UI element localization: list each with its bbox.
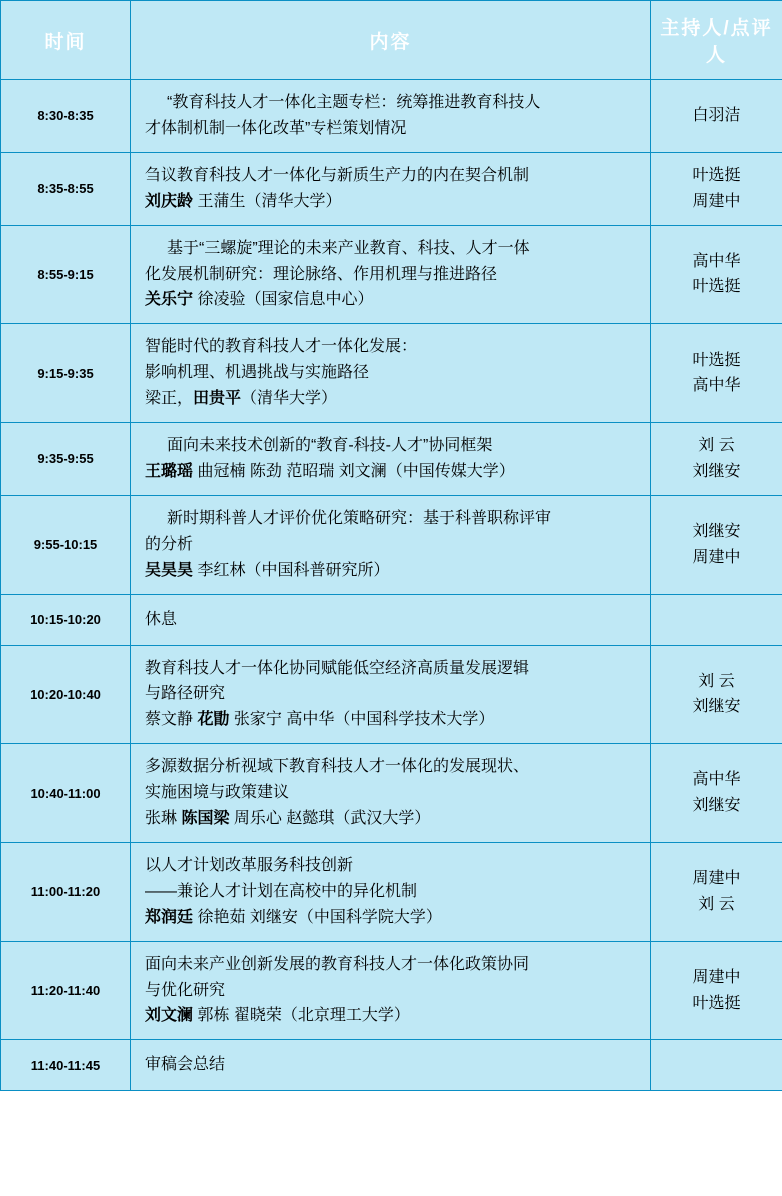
session-time: 8:55-9:15 (1, 225, 131, 324)
session-content (131, 842, 651, 941)
content-text: 张家宁 高中华（中国科学技术大学） (229, 711, 495, 729)
content-text: 徐凌验（国家信息中心） (193, 291, 374, 309)
host-name: 叶选挺 (692, 278, 741, 296)
session-host (651, 495, 782, 594)
presenter-name: 刘庆龄 (145, 192, 194, 210)
session-time: 11:00-11:20 (1, 842, 131, 941)
content-text: 新时期科普人才评价优化策略研究：基于科普职称评审 (167, 509, 552, 527)
host-name: 叶选挺 (692, 351, 741, 369)
content-line (145, 1003, 638, 1029)
host-name: 叶选挺 (692, 994, 741, 1012)
session-host (651, 225, 782, 324)
session-time: 8:30-8:35 (1, 80, 131, 153)
host-name: 周建中 (692, 192, 741, 210)
content-line (145, 754, 638, 780)
content-text: 教育科技人才一体化协同赋能低空经济高质量发展逻辑 (145, 659, 530, 677)
content-text: 与路径研究 (145, 685, 226, 703)
session-time: 9:55-10:15 (1, 495, 131, 594)
content-line (145, 978, 638, 1004)
content-line (145, 656, 638, 682)
host-name: 刘继安 (692, 462, 741, 480)
presenter-name: 花勖 (197, 711, 230, 729)
content-text: 张琳 (145, 810, 182, 828)
session-content (131, 1040, 651, 1091)
host-name: 白羽洁 (692, 107, 741, 125)
session-content (131, 225, 651, 324)
content-line (145, 681, 638, 707)
content-text: 休息 (145, 610, 178, 628)
content-text: 蔡文静 (145, 711, 198, 729)
content-text: ——兼论人才计划在高校中的异化机制 (145, 882, 418, 900)
session-content (131, 324, 651, 423)
content-text: 面向未来产业创新发展的教育科技人才一体化政策协同 (145, 955, 530, 973)
content-line (145, 262, 638, 288)
presenter-name: 刘文澜 (145, 1007, 194, 1025)
table-row (1, 744, 782, 843)
session-host (651, 744, 782, 843)
content-text: 梁正， (145, 390, 194, 408)
session-time: 11:20-11:40 (1, 941, 131, 1040)
content-line (145, 806, 638, 832)
content-line (145, 287, 638, 313)
table-row (1, 225, 782, 324)
presenter-name: 田贵平 (193, 390, 242, 408)
host-name: 高中华 (692, 252, 741, 270)
table-row (1, 80, 782, 153)
table-row (1, 1040, 782, 1091)
session-content (131, 152, 651, 225)
content-text: 才体制机制一体化改革”专栏策划情况 (145, 119, 407, 137)
content-text: 徐艳茹 刘继安（中国科学院大学） (193, 908, 442, 926)
session-host (651, 941, 782, 1040)
session-time: 8:35-8:55 (1, 152, 131, 225)
content-text: 曲冠楠 陈劲 范昭瑞 刘文澜（中国传媒大学） (193, 462, 515, 480)
host-name: 刘继安 (692, 698, 741, 716)
header-row (1, 1, 782, 80)
content-line (145, 433, 638, 459)
content-line (145, 163, 638, 189)
session-time: 9:35-9:55 (1, 423, 131, 496)
host-name: 刘继安 (692, 523, 741, 541)
content-text: 王蒲生（清华大学） (193, 192, 342, 210)
content-line (145, 90, 638, 116)
content-line (145, 1052, 638, 1078)
content-text: 基于“三螺旋”理论的未来产业教育、科技、人才一体 (167, 239, 530, 257)
content-text: 面向未来技术创新的“教育-科技-人才”协同框架 (167, 437, 493, 455)
content-text: 郭栋 翟晓荣（北京理工大学） (193, 1007, 410, 1025)
presenter-name: 吴昊昊 (145, 561, 194, 579)
content-text: 多源数据分析视域下教育科技人才一体化的发展现状、 (145, 758, 530, 776)
content-text: 审稿会总结 (145, 1056, 226, 1074)
content-line (145, 459, 638, 485)
content-line (145, 607, 638, 633)
host-name: 周建中 (692, 870, 741, 888)
session-host (651, 152, 782, 225)
content-text: 实施困境与政策建议 (145, 784, 290, 802)
session-host (651, 423, 782, 496)
session-content (131, 594, 651, 645)
session-content (131, 495, 651, 594)
session-time: 10:40-11:00 (1, 744, 131, 843)
content-text: 周乐心 赵懿琪（武汉大学） (229, 810, 431, 828)
table-row (1, 324, 782, 423)
host-name: 刘继安 (692, 797, 741, 815)
session-time: 10:15-10:20 (1, 594, 131, 645)
content-line (145, 879, 638, 905)
content-line (145, 905, 638, 931)
content-text: （清华大学） (241, 390, 338, 408)
content-text: 刍议教育科技人才一体化与新质生产力的内在契合机制 (145, 166, 530, 184)
content-text: 与优化研究 (145, 981, 226, 999)
content-line (145, 707, 638, 733)
content-text: 以人才计划改革服务科技创新 (145, 856, 354, 874)
presenter-name: 郑润廷 (145, 908, 194, 926)
content-line (145, 853, 638, 879)
host-name: 刘 云 (698, 437, 735, 455)
content-line (145, 236, 638, 262)
table-row (1, 941, 782, 1040)
content-line (145, 558, 638, 584)
session-host (651, 594, 782, 645)
session-content (131, 941, 651, 1040)
column-header-time: 时间 (1, 1, 131, 80)
session-time: 11:40-11:45 (1, 1040, 131, 1091)
session-host (651, 842, 782, 941)
session-content (131, 744, 651, 843)
content-line (145, 360, 638, 386)
content-line (145, 334, 638, 360)
session-time: 9:15-9:35 (1, 324, 131, 423)
table-row (1, 495, 782, 594)
table-row (1, 594, 782, 645)
session-content (131, 645, 651, 744)
content-text: 影响机理、机遇挑战与实施路径 (145, 364, 370, 382)
host-name: 高中华 (692, 771, 741, 789)
session-host (651, 80, 782, 153)
content-line (145, 532, 638, 558)
content-text: 李红林（中国科普研究所） (193, 561, 390, 579)
content-line (145, 386, 638, 412)
host-name: 刘 云 (698, 672, 735, 690)
content-line (145, 780, 638, 806)
content-line (145, 506, 638, 532)
column-header-host: 主持人/点评人 (651, 1, 782, 80)
table-row (1, 645, 782, 744)
column-header-content: 内容 (131, 1, 651, 80)
host-name: 刘 云 (698, 895, 735, 913)
host-name: 高中华 (692, 377, 741, 395)
session-content (131, 80, 651, 153)
content-line (145, 952, 638, 978)
host-name: 叶选挺 (692, 167, 741, 185)
content-text: 智能时代的教育科技人才一体化发展： (145, 338, 418, 356)
session-host (651, 324, 782, 423)
host-name: 周建中 (692, 968, 741, 986)
content-text: 的分析 (145, 535, 194, 553)
host-name: 周建中 (692, 548, 741, 566)
table-row (1, 152, 782, 225)
session-host (651, 645, 782, 744)
content-text: “教育科技人才一体化主题专栏：统筹推进教育科技人 (167, 94, 541, 111)
session-content (131, 423, 651, 496)
content-line (145, 116, 638, 142)
table-row (1, 423, 782, 496)
presenter-name: 王璐瑶 (145, 462, 194, 480)
content-line (145, 189, 638, 215)
session-time: 10:20-10:40 (1, 645, 131, 744)
session-host (651, 1040, 782, 1091)
table-body (1, 80, 782, 1091)
table-header (1, 1, 782, 80)
content-text: 化发展机制研究：理论脉络、作用机理与推进路径 (145, 265, 498, 283)
presenter-name: 关乐宁 (145, 291, 194, 309)
table-row (1, 842, 782, 941)
presenter-name: 陈国梁 (181, 810, 230, 828)
